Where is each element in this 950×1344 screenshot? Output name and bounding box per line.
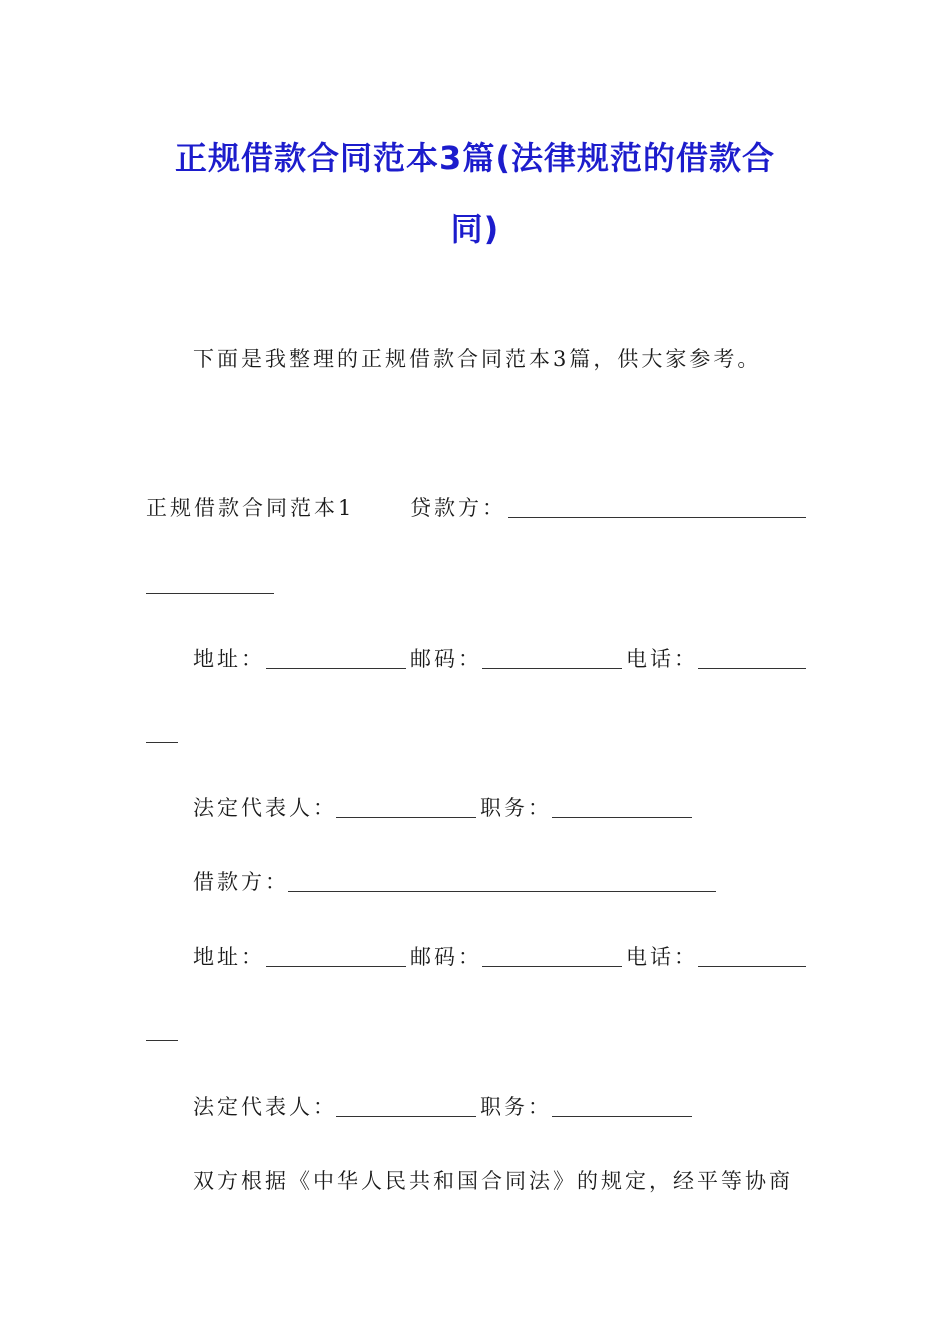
borrower-rep-label: 法定代表人： — [193, 1095, 337, 1119]
document-title-line-1: 正规借款合同范本3篇(法律规范的借款合 — [175, 139, 775, 177]
lender-address-blank — [266, 668, 406, 669]
borrower-phone-label: 电话： — [626, 945, 698, 969]
borrower-postcode-label: 邮码： — [410, 945, 482, 969]
lender-phone-label: 电话： — [626, 647, 698, 671]
section-1-heading: 正规借款合同范本1 — [146, 496, 355, 520]
borrower-address-blank — [266, 966, 406, 967]
document-title-line-2: 同) — [450, 210, 500, 248]
intro-paragraph: 下面是我整理的正规借款合同范本3篇，供大家参考。 — [193, 347, 762, 371]
lender-phone-blank — [698, 668, 806, 669]
lender-rep-label: 法定代表人： — [193, 796, 337, 820]
lender-title-label: 职务： — [480, 796, 552, 820]
borrower-title-label: 职务： — [480, 1095, 552, 1119]
borrower-label: 借款方： — [193, 870, 289, 894]
lender-blank-line-continued — [146, 593, 274, 594]
lender-postcode-blank — [482, 668, 622, 669]
borrower-blank-line — [288, 891, 716, 892]
borrower-phone-blank-continued — [146, 1040, 178, 1041]
borrower-address-label: 地址： — [193, 945, 265, 969]
lender-postcode-label: 邮码： — [410, 647, 482, 671]
lender-rep-blank — [336, 817, 476, 818]
lender-phone-blank-continued — [146, 742, 178, 743]
agreement-paragraph: 双方根据《中华人民共和国合同法》的规定，经平等协商 — [193, 1169, 793, 1193]
borrower-phone-blank — [698, 966, 806, 967]
lender-address-label: 地址： — [193, 647, 265, 671]
lender-blank-line — [508, 517, 806, 518]
borrower-rep-blank — [336, 1116, 476, 1117]
section-1-heading-row — [146, 493, 354, 523]
borrower-title-blank — [552, 1116, 692, 1117]
lender-label: 贷款方： — [410, 496, 506, 520]
borrower-postcode-blank — [482, 966, 622, 967]
lender-title-blank — [552, 817, 692, 818]
